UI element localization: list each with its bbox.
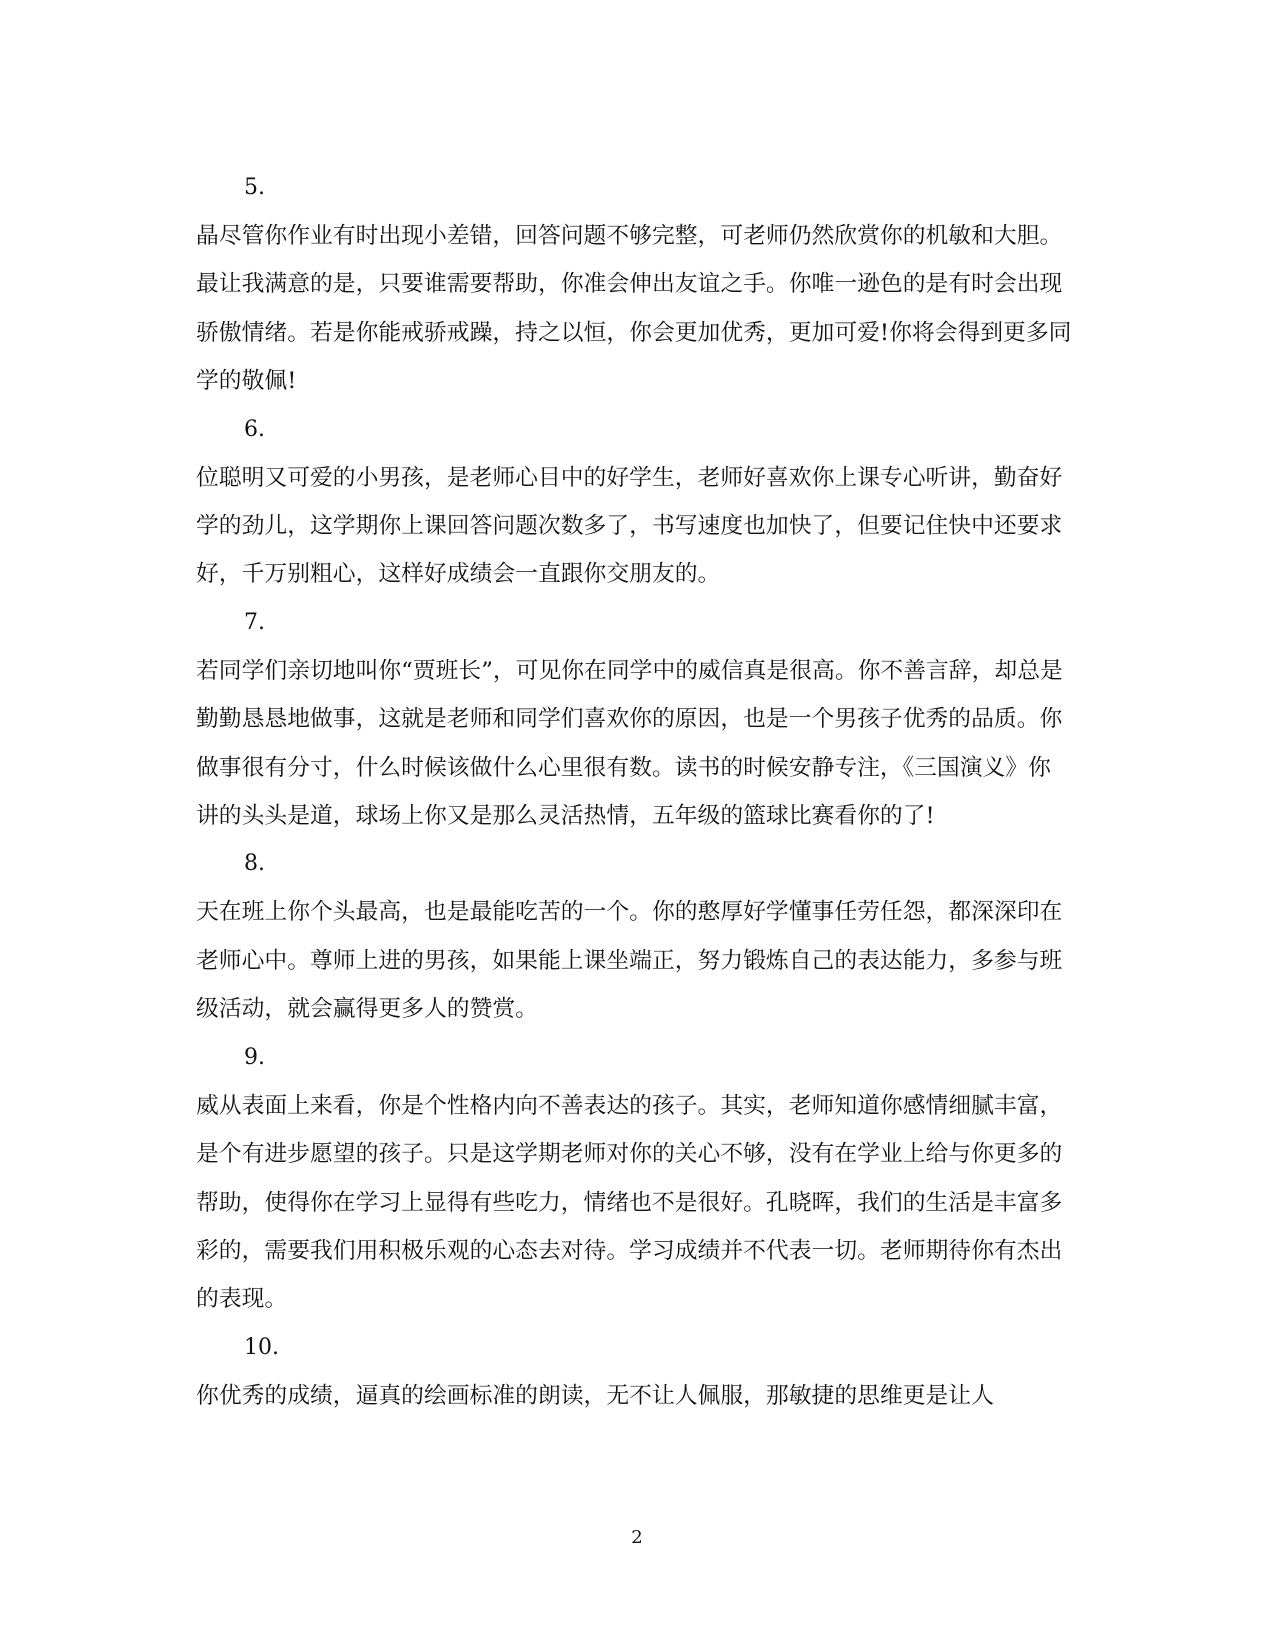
page-number: 2	[631, 1527, 643, 1548]
comment-entry-10	[196, 1324, 1072, 1420]
entry-number: 8.	[244, 851, 265, 877]
entry-text: 位聪明又可爱的小男孩，是老师心目中的好学生，老师好喜欢你上课专心听讲，勤奋好学的劲儿，这学期你上课回答问题次数多了，书写速度也加快了，但要记住快中还要求好，千万别粗心，这样好成绩会一直跟你交朋友的。	[196, 464, 1063, 588]
entry-number: 6.	[244, 416, 265, 442]
comment-entry-9	[196, 1034, 1072, 1324]
comment-entry-6	[196, 406, 1072, 599]
entry-number: 5.	[244, 175, 265, 200]
entry-text: 若同学们亲切地叫你“贾班长”，可见你在同学中的威信真是很高。你不善言辞，却总是勤勤恳恳地做事，这就是老师和同学们喜欢你的原因，也是一个男孩子优秀的品质。你做事很有分寸，什么时候该做什么心里很有数。读书的时候安静专注，《三国演义》你讲的头头是道，球场上你又是那么灵活热情，五年级的篮球比赛看你的了!	[196, 657, 1063, 830]
entry-number: 7.	[244, 609, 265, 635]
entry-text: 威从表面上来看，你是个性格内向不善表达的孩子。其实，老师知道你感情细腻丰富，是个有进步愿望的孩子。只是这学期老师对你的关心不够，没有在学业上给与你更多的帮助，使得你在学习上显得有些吃力，情绪也不是很好。孔晓晖，我们的生活是丰富多彩的，需要我们用积极乐观的心态去对待。学习成绩并不代表一切。老师期待你有杰出的表现。	[196, 1092, 1063, 1313]
comment-entry-8	[196, 840, 1072, 1033]
comment-entry-5	[196, 164, 1072, 406]
comment-entry-7	[196, 599, 1072, 841]
entry-text: 晶尽管你作业有时出现小差错，回答问题不够完整，可老师仍然欣赏你的机敏和大胆。最让我满意的是，只要谁需要帮助，你准会伸出友谊之手。你唯一逊色的是有时会出现骄傲情绪。若是你能戒骄戒躁，持之以恒，你会更加优秀，更加可爱!你将会得到更多同学的敬佩!	[196, 223, 1072, 395]
entry-text: 天在班上你个头最高，也是最能吃苦的一个。你的憨厚好学懂事任劳任怨，都深深印在老师心中。尊师上进的男孩，如果能上课坐端正，努力锻炼自己的表达能力，多参与班级活动，就会赢得更多人的赞赏。	[196, 899, 1063, 1023]
entry-text: 你优秀的成绩，逼真的绘画标准的朗读，无不让人佩服，那敏捷的思维更是让人	[196, 1382, 994, 1409]
entry-number: 9.	[244, 1044, 265, 1070]
document-body	[196, 164, 1072, 1420]
entry-number: 10.	[244, 1334, 279, 1360]
